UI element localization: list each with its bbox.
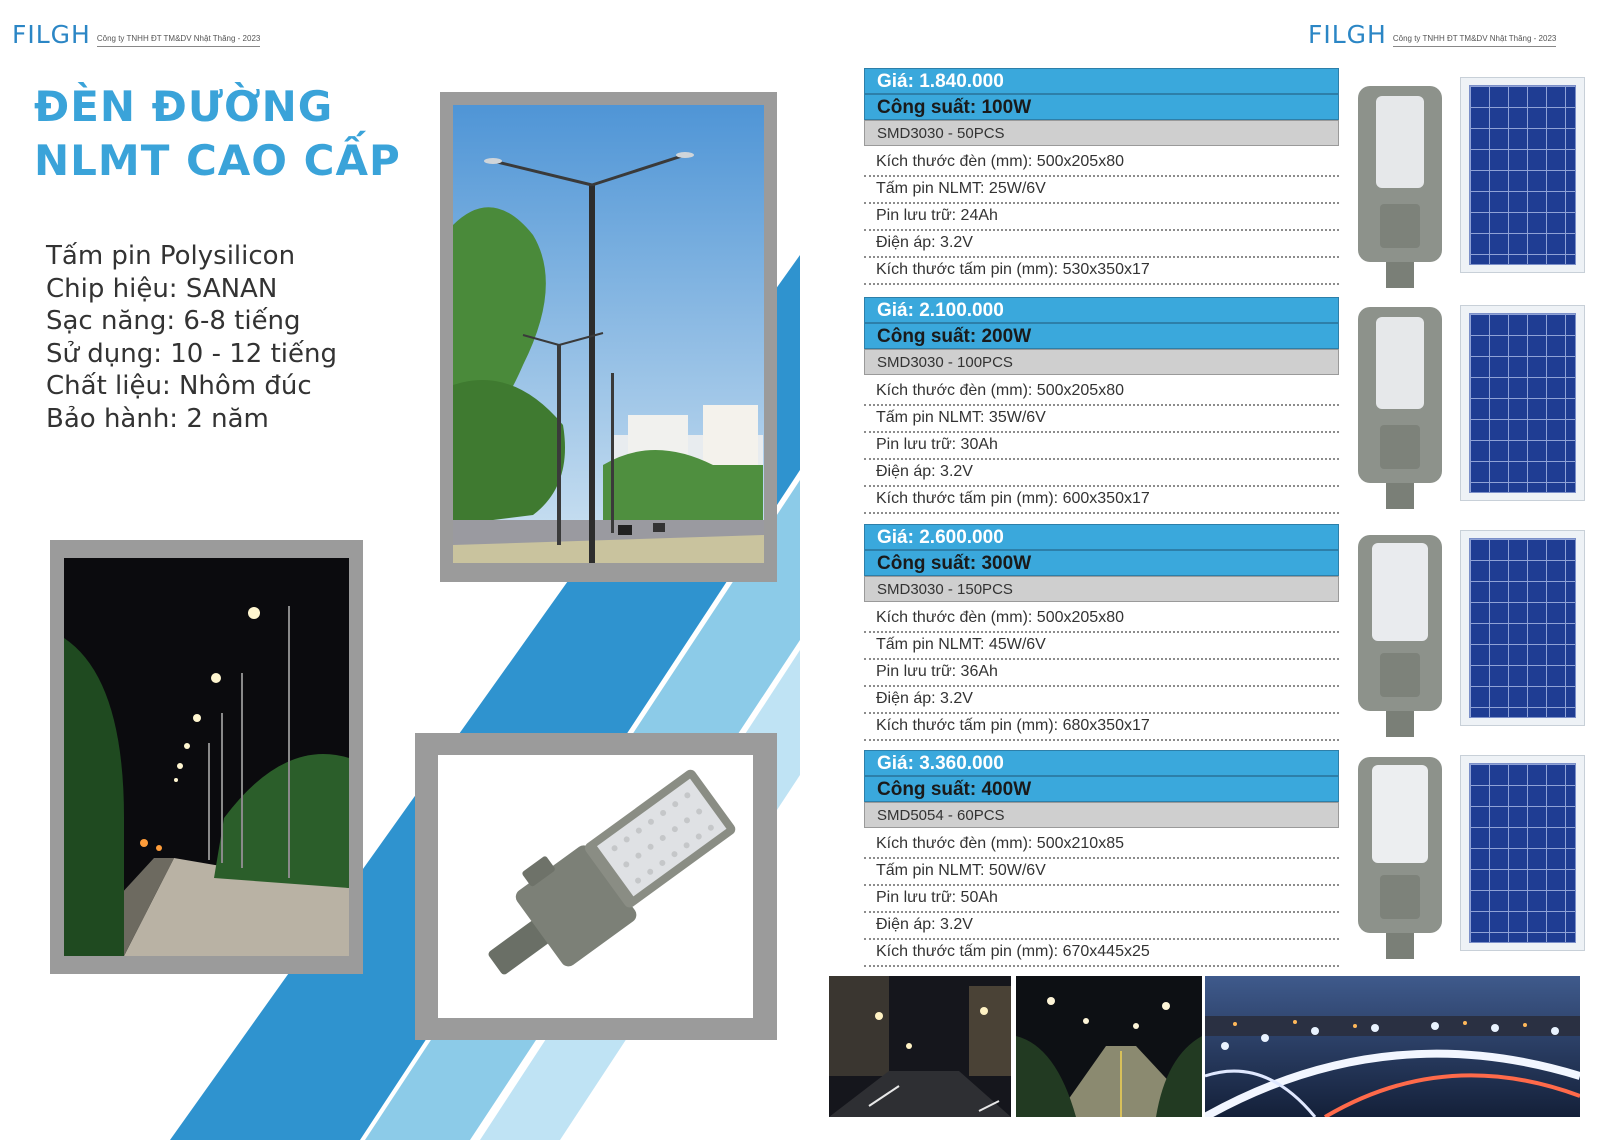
lamp-icon <box>438 755 753 1018</box>
feature-item: Sạc năng: 6-8 tiếng <box>46 306 301 336</box>
power-label: Công suất: 100W <box>864 94 1339 120</box>
spec-row: Pin lưu trữ: 30Ah <box>864 433 1339 460</box>
product-300w <box>864 524 1339 741</box>
daytime-street-photo <box>453 105 764 563</box>
spec-row: Kích thước đèn (mm): 500x205x80 <box>864 150 1339 177</box>
feature-item: Sử dụng: 10 - 12 tiếng <box>46 338 337 369</box>
spec-row: Điện áp: 3.2V <box>864 687 1339 714</box>
spec-row: Pin lưu trữ: 36Ah <box>864 660 1339 687</box>
night-city-street-photo <box>829 976 1011 1117</box>
feature-item: Bảo hành: 2 năm <box>46 403 269 434</box>
lamp-300w-icon <box>1356 533 1444 739</box>
solar-panel-300w <box>1460 530 1585 726</box>
logo-company-name-right: Công ty TNHH ĐT TM&DV Nhật Thăng - 2023 <box>1393 34 1556 47</box>
lamp-200w-icon <box>1356 305 1444 511</box>
title-line-1: ĐÈN ĐƯỜNG <box>34 82 334 131</box>
spec-row: Kích thước tấm pin (mm): 600x350x17 <box>864 487 1339 514</box>
feature-list <box>46 240 337 435</box>
spec-row: Tấm pin NLMT: 25W/6V <box>864 177 1339 204</box>
chip-label: SMD3030 - 100PCS <box>864 349 1339 375</box>
product-400w <box>864 750 1339 967</box>
spec-row: Tấm pin NLMT: 50W/6V <box>864 859 1339 886</box>
spec-row: Pin lưu trữ: 24Ah <box>864 204 1339 231</box>
logo-right <box>1308 22 1556 47</box>
logo-company-name: Công ty TNHH ĐT TM&DV Nhật Thăng - 2023 <box>97 34 260 47</box>
spec-row: Tấm pin NLMT: 35W/6V <box>864 406 1339 433</box>
spec-row: Điện áp: 3.2V <box>864 460 1339 487</box>
feature-item: Chip hiệu: SANAN <box>46 273 278 304</box>
chip-label: SMD5054 - 60PCS <box>864 802 1339 828</box>
feature-item: Chất liệu: Nhôm đúc <box>46 371 312 401</box>
lamp-product-photo <box>438 755 753 1018</box>
night-avenue-photo <box>1016 976 1202 1117</box>
solar-panel-400w <box>1460 755 1585 951</box>
logo-wordmark: FILGH <box>12 20 91 49</box>
photo-frame-night <box>50 540 363 974</box>
chip-label: SMD3030 - 50PCS <box>864 120 1339 146</box>
spec-row: Kích thước tấm pin (mm): 530x350x17 <box>864 258 1339 285</box>
spec-row: Kích thước tấm pin (mm): 670x445x25 <box>864 940 1339 967</box>
product-200w <box>864 297 1339 514</box>
spec-row: Điện áp: 3.2V <box>864 913 1339 940</box>
spec-row: Kích thước đèn (mm): 500x205x80 <box>864 606 1339 633</box>
chip-label: SMD3030 - 150PCS <box>864 576 1339 602</box>
solar-panel-100w <box>1460 77 1585 273</box>
price-label: Giá: 2.100.000 <box>864 297 1339 323</box>
product-100w <box>864 68 1339 285</box>
photo-frame-day <box>440 92 777 582</box>
spec-row: Kích thước đèn (mm): 500x210x85 <box>864 832 1339 859</box>
photo-frame-product <box>415 733 777 1040</box>
spec-row: Pin lưu trữ: 50Ah <box>864 886 1339 913</box>
power-label: Công suất: 200W <box>864 323 1339 349</box>
solar-panel-200w <box>1460 305 1585 501</box>
lamp-100w-icon <box>1356 84 1444 290</box>
price-label: Giá: 2.600.000 <box>864 524 1339 550</box>
feature-item: Tấm pin Polysilicon <box>46 241 296 271</box>
lamp-400w-icon <box>1356 755 1444 961</box>
spec-row: Điện áp: 3.2V <box>864 231 1339 258</box>
logo <box>12 22 260 47</box>
power-label: Công suất: 300W <box>864 550 1339 576</box>
spec-row: Kích thước tấm pin (mm): 680x350x17 <box>864 714 1339 741</box>
title-line-2: NLMT CAO CẤP <box>34 136 401 185</box>
spec-row: Tấm pin NLMT: 45W/6V <box>864 633 1339 660</box>
power-label: Công suất: 400W <box>864 776 1339 802</box>
price-label: Giá: 3.360.000 <box>864 750 1339 776</box>
night-highway-photo <box>1205 976 1580 1117</box>
page-title <box>34 80 401 188</box>
spec-row: Kích thước đèn (mm): 500x205x80 <box>864 379 1339 406</box>
night-road-photo <box>64 558 349 956</box>
logo-wordmark-right: FILGH <box>1308 20 1387 49</box>
price-label: Giá: 1.840.000 <box>864 68 1339 94</box>
